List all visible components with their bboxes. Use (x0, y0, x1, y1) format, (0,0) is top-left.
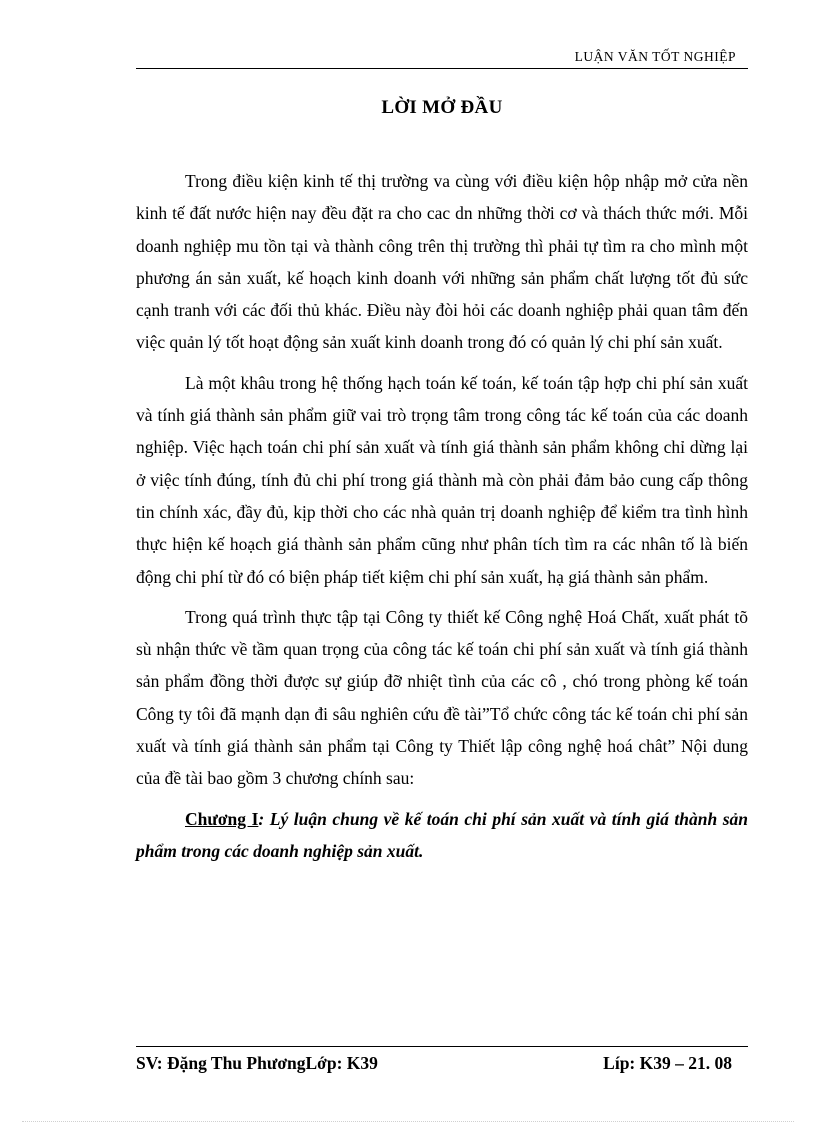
chapter-separator: : (258, 808, 270, 829)
footer-divider (136, 1046, 748, 1047)
paragraph-1: Trong điều kiện kinh tế thị trường va cùng với điều kiện hộp nhập mở cửa nền kinh tế đất nước hiện nay đều đặt ra cho cac dn những thời cơ và thách thức mới. Mỗi doanh nghiệp mu tồn tại và thành công trên thị trường thì phải tự tìm ra cho mình một phương án sản xuất, kế hoạch kinh doanh với những sản phẩm chất lượng tốt đủ sức cạnh tranh với các đối thủ khác. Điều này đòi hỏi các doanh nghiệp phải quan tâm đến việc quản lý tốt hoạt động sản xuất kinh doanh trong đó có quản lý chi phí sản xuất. (136, 171, 748, 353)
chapter-heading (136, 803, 748, 868)
chapter-text: Lý luận chung về kế toán chi phí sản xuất và tính giá thành sản phẩm trong các doanh nghiệp sản xuất. (136, 808, 749, 861)
header-divider (136, 68, 748, 69)
footer-class: Líp: K39 – 21. 08 (603, 1053, 732, 1073)
page-title: LỜI MỞ ĐẦU (381, 97, 503, 118)
page-footer (136, 1053, 732, 1074)
paragraph-3: Trong quá trình thực tập tại Công ty thiết kế Công nghệ Hoá Chất, xuất phát tõ sù nhận thức về tầm quan trọng của công tác kế toán chi phí sản xuất và tính giá thành sản phẩm đồng thời được sự giúp đỡ nhiệt tình của các cô , chó trong phòng kế toán Công ty tôi đã mạnh dạn đi sâu nghiên cứu đề tài”Tổ chức công tác kế toán chi phí sản xuất và tính giá thành sản phẩm tại Công ty Thiết lập công nghệ hoá chât” Nội dung của đề tài bao gồm 3 chương chính sau: (136, 606, 748, 789)
footer-student: SV: Đặng Thu PhươngLớp: K39 (136, 1053, 378, 1073)
chapter-label: Chương I (185, 808, 259, 829)
document-body (136, 165, 748, 875)
running-header: LUẬN VĂN TỐT NGHIỆP (574, 49, 736, 64)
paragraph-2: Là một khâu trong hệ thống hạch toán kế toán, kế toán tập hợp chi phí sản xuất và tính giá thành sản phẩm giữ vai trò trọng tâm trong công tác kế toán của các doanh nghiệp. Việc hạch toán chi phí sản xuất và tính giá thành sản phẩm không chỉ dừng lại ở việc tính đúng, tính đủ chi phí trong giá thành mà còn phải đảm bảo cung cấp thông tin chính xác, đầy đủ, kịp thời cho các nhà quản trị doanh nghiệp để kiểm tra tình hình thực hiện kế hoạch giá thành sản phẩm cũng như phân tích tìm ra các nhân tố là biến động chi phí từ đó có biện pháp tiết kiệm chi phí sản xuất, hạ giá thành sản phẩm. (136, 372, 748, 587)
page-bottom-edge (22, 1121, 794, 1122)
